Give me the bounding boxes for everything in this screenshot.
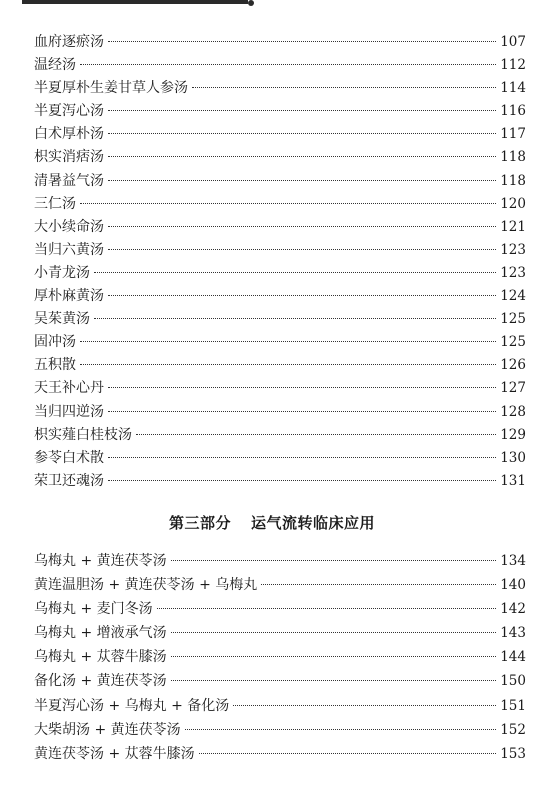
toc-entry-title: 参苓白术散 [34, 449, 104, 466]
toc-entry-title: 温经汤 [34, 57, 76, 74]
toc-entry-page-number: 126 [500, 357, 526, 374]
toc-entry-page-number: 142 [500, 601, 526, 618]
toc-entry-page-number: 143 [500, 625, 526, 642]
dot-leader [108, 156, 496, 157]
toc-list-part-three [34, 549, 526, 766]
toc-entry[interactable] [34, 262, 526, 285]
toc-entry-title: 半夏泻心汤 + 乌梅丸 + 备化汤 [34, 697, 230, 714]
toc-entry-title: 白术厚朴汤 [34, 126, 104, 143]
toc-entry-title: 天王补心丹 [34, 380, 104, 397]
toc-entry-page-number: 125 [500, 311, 526, 328]
toc-entry[interactable] [34, 308, 526, 331]
toc-entry[interactable] [34, 597, 526, 621]
toc-entry-page-number: 112 [500, 57, 526, 74]
toc-entry[interactable] [34, 354, 526, 377]
section-heading-part: 第三部分 [168, 514, 231, 532]
toc-entry-title: 备化汤 + 黄连茯苓汤 [34, 673, 167, 690]
section-heading-title: 运气流转临床应用 [251, 514, 376, 532]
toc-entry-page-number: 134 [500, 553, 526, 569]
dot-leader [108, 41, 496, 42]
toc-entry-title: 小青龙汤 [34, 264, 90, 281]
toc-entry-page-number: 140 [500, 577, 526, 594]
dot-leader [199, 753, 497, 754]
toc-entry-title: 枳实消痞汤 [34, 149, 104, 166]
toc-entry[interactable] [34, 193, 526, 216]
dot-leader [171, 680, 497, 681]
toc-entry[interactable] [34, 401, 526, 424]
toc-entry-page-number: 153 [500, 745, 526, 762]
toc-entry[interactable] [34, 285, 526, 308]
toc-entry-page-number: 116 [500, 103, 526, 120]
toc-entry-page-number: 127 [500, 380, 526, 397]
toc-entry-page-number: 131 [500, 472, 526, 489]
dot-leader [192, 87, 496, 88]
dot-leader [94, 272, 496, 273]
toc-entry-page-number: 128 [500, 403, 526, 420]
dot-leader [185, 729, 497, 730]
toc-entry[interactable] [34, 54, 526, 77]
toc-entry-title: 大柴胡汤 + 黄连茯苓汤 [34, 721, 181, 738]
toc-entry[interactable] [34, 470, 526, 493]
toc-entry[interactable] [34, 573, 526, 597]
toc-entry-title: 固冲汤 [34, 334, 76, 351]
dot-leader [108, 411, 496, 412]
toc-entry-page-number: 130 [500, 449, 526, 466]
toc-entry-title: 半夏泻心汤 [34, 103, 104, 120]
dot-leader [108, 480, 496, 481]
toc-entry-page-number: 152 [500, 721, 526, 738]
toc-list-part-two [34, 31, 526, 493]
toc-entry[interactable] [34, 216, 526, 239]
toc-entry-title: 乌梅丸 + 黄连茯苓汤 [34, 553, 167, 569]
header-rule-ornament [248, 0, 254, 6]
toc-entry[interactable] [34, 146, 526, 169]
toc-entry[interactable] [34, 239, 526, 262]
toc-entry-title: 五积散 [34, 357, 76, 374]
toc-entry[interactable] [34, 424, 526, 447]
toc-entry-page-number: 114 [500, 80, 526, 97]
toc-entry-page-number: 120 [500, 195, 526, 212]
toc-entry-page-number: 129 [500, 426, 526, 443]
toc-entry-page-number: 107 [500, 34, 526, 50]
toc-entry-title: 乌梅丸 + 苁蓉牛膝汤 [34, 649, 167, 666]
toc-entry-page-number: 125 [500, 334, 526, 351]
dot-leader [108, 110, 496, 111]
toc-entry-page-number: 144 [500, 649, 526, 666]
dot-leader [108, 226, 496, 227]
dot-leader [108, 457, 496, 458]
dot-leader [108, 180, 496, 181]
toc-entry-page-number: 118 [500, 172, 526, 189]
toc-entry-title: 大小续命汤 [34, 218, 104, 235]
dot-leader [80, 364, 496, 365]
toc-entry[interactable] [34, 31, 526, 54]
toc-entry-title: 吴茱黄汤 [34, 311, 90, 328]
header-rule [22, 0, 248, 4]
toc-entry[interactable] [34, 669, 526, 693]
toc-entry-title: 半夏厚朴生姜甘草人参汤 [34, 80, 188, 97]
toc-entry[interactable] [34, 447, 526, 470]
toc-entry[interactable] [34, 718, 526, 742]
toc-entry-page-number: 150 [500, 673, 526, 690]
toc-entry-page-number: 121 [500, 218, 526, 235]
dot-leader [233, 705, 496, 706]
toc-entry-title: 黄连温胆汤 + 黄连茯苓汤 + 乌梅丸 [34, 577, 258, 594]
toc-entry[interactable] [34, 100, 526, 123]
toc-entry-title: 当归四逆汤 [34, 403, 104, 420]
dot-leader [108, 249, 496, 250]
dot-leader [80, 341, 496, 342]
toc-entry[interactable] [34, 170, 526, 193]
toc-entry-title: 血府逐瘀汤 [34, 34, 104, 50]
toc-entry[interactable] [34, 77, 526, 100]
dot-leader [136, 434, 496, 435]
toc-entry-page-number: 124 [500, 288, 526, 305]
toc-entry[interactable] [34, 621, 526, 645]
toc-entry[interactable] [34, 123, 526, 146]
toc-entry[interactable] [34, 331, 526, 354]
toc-entry-title: 三仁汤 [34, 195, 76, 212]
dot-leader [157, 608, 497, 609]
toc-entry-page-number: 123 [500, 241, 526, 258]
toc-entry[interactable] [34, 645, 526, 669]
dot-leader [80, 64, 496, 65]
toc-entry-page-number: 151 [500, 697, 526, 714]
toc-entry-title: 荣卫还魂汤 [34, 472, 104, 489]
toc-entry[interactable] [34, 694, 526, 718]
toc-entry-title: 乌梅丸 + 麦门冬汤 [34, 601, 153, 618]
toc-entry-title: 黄连茯苓汤 + 苁蓉牛膝汤 [34, 745, 195, 762]
toc-entry[interactable] [34, 377, 526, 400]
dot-leader [261, 584, 496, 585]
dot-leader [171, 656, 497, 657]
dot-leader [108, 387, 496, 388]
dot-leader [171, 632, 497, 633]
dot-leader [108, 295, 496, 296]
toc-entry-page-number: 117 [500, 126, 526, 143]
dot-leader [108, 133, 496, 134]
dot-leader [94, 318, 496, 319]
toc-entry-title: 清暑益气汤 [34, 172, 104, 189]
toc-entry[interactable] [34, 549, 526, 573]
toc-entry-title: 厚朴麻黄汤 [34, 288, 104, 305]
toc-entry-page-number: 123 [500, 264, 526, 281]
dot-leader [80, 203, 496, 204]
section-heading [0, 512, 544, 533]
toc-entry-page-number: 118 [500, 149, 526, 166]
dot-leader [171, 560, 497, 561]
toc-entry-title: 乌梅丸 + 增液承气汤 [34, 625, 167, 642]
toc-entry[interactable] [34, 742, 526, 766]
toc-entry-title: 枳实薤白桂枝汤 [34, 426, 132, 443]
toc-entry-title: 当归六黄汤 [34, 241, 104, 258]
